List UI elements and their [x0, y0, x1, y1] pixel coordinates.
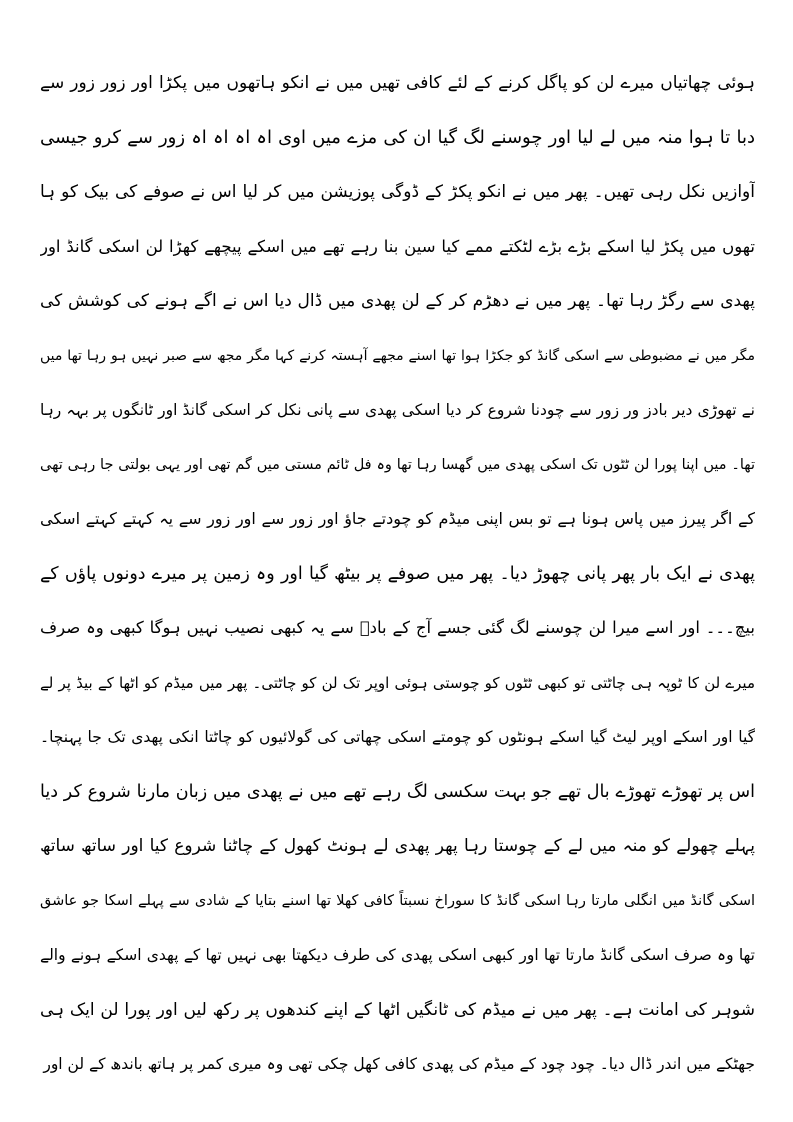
- text-line: اسکی گانڈ میں انگلی مارتا رہا اسکی گانڈ کا سوراخ نسبتاً کافی کھلا تھا اسنے بتایا کے شادی سے پہلے اسکا جو عاشق: [40, 892, 755, 909]
- text-line: کے اگر پیرز میں پاس ہونا ہے تو بس اپنی میڈم کو چودتے جاؤ اور زور سے اور زور سے یہ کہتے کہتے اسکی: [40, 509, 755, 528]
- text-line: گیا اور اسکے اوپر لیٹ گیا اسکے ہونٹوں کو چومتے اسکی چھاتی کی گولائیوں کو چاٹتا انکی پھدی تک جا پہنچا۔: [40, 728, 755, 746]
- text-line: مگر میں نے مضبوطی سے اسکی گانڈ کو جکڑا ہوا تھا اسنے مجھے آہستہ کرنے کہا مگر مجھ سے صبر نہیں ہو رہا تھا میں: [40, 347, 755, 364]
- text-line: جھٹکے میں اندر ڈال دیا۔ چود چود کے میڈم کی پھدی کافی کھل چکی تھی وہ میری کمر پر ہاتھ باندھ کے لن اور: [43, 1055, 755, 1073]
- text-line: میرے لن کا ٹوپہ ہی چاٹتی تو کبھی ٹٹوں کو چوستی ہوئی اوپر تک لن کو چاٹتی۔ پھر میں میڈم کو اٹھا کے بیڈ پر لے: [40, 673, 755, 692]
- text-line: تھا۔ میں اپنا پورا لن ٹٹوں تک اسکی پھدی میں گھسا رہا تھا وہ فل ٹائم مستی میں گم تھی اور یہی بولتی جا رہی تھی: [40, 456, 755, 473]
- text-line: پھدی نے ایک بار پھر پانی چھوڑ دیا۔ پھر میں صوفے پر بیٹھ گیا اور وہ زمین پر میرے دونوں پاؤں کے: [40, 563, 755, 584]
- text-line: شوہر کی امانت ہے۔ پھر میں نے میڈم کی ٹانگیں اٹھا کے اپنے کندھوں پر رکھ لیں اور پورا لن ایک ہی: [40, 999, 755, 1020]
- text-line: نے تھوڑی دیر بادز ور زور سے چودنا شروع کر دیا اسکی پھدی سے پانی نکل کر اسکی گانڈ اور ٹانگوں پر بہہ رہا: [40, 401, 755, 419]
- text-line: تھوں میں پکڑ لیا اسکے بڑے بڑے لٹکتے ممے کیا سین بنا رہے تھے میں اسکے پیچھے کھڑا لن اسکی گانڈ اور: [40, 236, 755, 256]
- text-line: بیچ۔۔۔ اور اسے میرا لن چوسنے لگ گئی جسے آج کے بادؔ سے یہ کبھی نصیب نہیں ہوگا کبھی وہ صرف: [40, 618, 755, 637]
- text-line: پہلے چھولے کو منہ میں لے کے چوستا رہا پھر پھدی لے ہونٹ کھول کے چاٹنا شروع کیا اور ساتھ ساتھ: [40, 836, 755, 856]
- text-line: ہوئی چھاتیاں میرے لن کو پاگل کرنے کے لئے کافی تھیں میں نے انکو ہاتھوں میں پکڑا اور زور زور سے: [40, 73, 755, 93]
- text-line: دبا تا ہوا منہ میں لے لیا اور چوسنے لگ گیا ان کی مزے میں اوی اہ اہ اہ اہ زور سے کرو جیسی: [40, 126, 755, 148]
- text-line: آوازیں نکل رہی تھیں۔ پھر میں نے انکو پکڑ کے ڈوگی پوزیشن میں کر لیا اس نے صوفے کی بیک کو ہا: [40, 182, 755, 202]
- text-line: پھدی سے رگڑ رہا تھا۔ پھر میں نے دھڑم کر کے لن پھدی میں ڈال دیا اس نے اگے ہونے کی کوشش کی: [40, 291, 755, 311]
- text-line: تھا وہ صرف اسکی گانڈ مارتا تھا اور کبھی اسکی پھدی کی طرف دیکھتا بھی نہیں تھا کے پھدی اسکے ہونے والے: [40, 946, 755, 964]
- text-line: اس پر تھوڑے تھوڑے بال تھے جو بہت سکسی لگ رہے تھے میں نے پھدی میں زبان مارنا شروع کر دیا: [40, 781, 755, 802]
- document-page: [40, 56, 755, 1092]
